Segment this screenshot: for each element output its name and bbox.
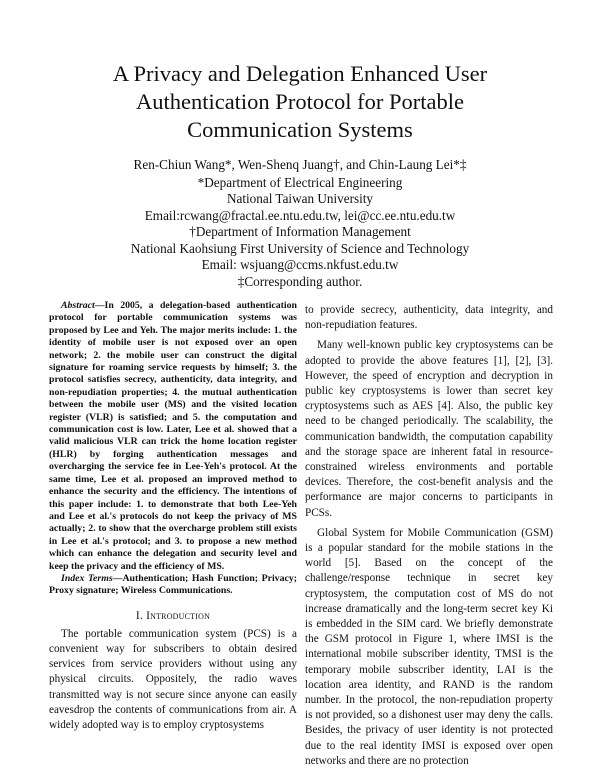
abstract: [49, 300, 297, 573]
index-terms-text: —Authentication; Hash Function; Privacy; Proxy signature; Wireless Communications.: [49, 572, 297, 597]
section-title: Introduction: [146, 609, 211, 622]
title-line: A Privacy and Delegation Enhanced User: [112, 61, 488, 86]
paper-title: [60, 60, 540, 144]
body-paragraph: Many well-known public key cryptosystems can be adopted to provide the above features [1], [2], [3]. However, the speed of encryption and decryption in public key cryptosystems is lower than secret key cryptosystems such as AES [4]. Also, the public key need to be changed periodically. The scalability, the communication bandwidth, the computation capability and the storage space are inherent fatal in resource-constrained wireless environments and portable devices. Therefore, the cost-benefit analysis and the performance are major concerns to participants in PCSs.: [305, 339, 553, 519]
abstract-label: Abstract: [61, 300, 95, 311]
body-paragraph: to provide secrecy, authenticity, data integrity, and non-repudiation features.: [305, 304, 553, 332]
abstract-text: —In 2005, a delegation-based authentication protocol for portable communication systems was proposed by Lee and Yeh. The major merits include: 1. the identity of mobile user is not exposed over an open network; 2. the mobile user can construct the digital signature for roaming service requests by himself; 3. the protocol satisfies secrecy, authenticity, data integrity, and non-repudiation properties; 4. the mutual authentication between the mobile user (MS) and the visited location register (VLR) is satisfied; and 5. the computation and communication cost is low. Later, Lee et al. showed that a valid malicious VLR can trick the home location register (HLR) by forging authentication messages and overcharging the service fee in Lee-Yeh's protocol. At the same time, Lee et al. proposed an improved method to enhance the security and the efficiency. The intentions of this paper include: 1. to demonstrate that both Lee-Yeh and Lee et al.'s protocols do not keep the privacy of MS actually; 2. to show that the overcharge problem still exists in Lee et al.'s protocol; and 3. to propose a new method which can enhance the delegation and security level and keep the privacy and the efficiency of MS.: [49, 300, 297, 572]
section-heading: [49, 610, 297, 622]
author-names: Ren-Chiun Wang*, Wen-Shenq Juang†, and Chin-Laung Lei*‡: [133, 157, 467, 172]
author-block: [60, 157, 540, 290]
index-terms-label: Index Terms: [61, 572, 113, 584]
body-paragraph: Global System for Mobile Communication (GSM) is a popular standard for the mobile stations in the world [5]. Based on the concept of the challenge/response technique in secret key cryptosystem, the computation cost of MS do not increase dramatically and the long-term secret key Ki is embedded in the SIM card. We briefly demonstrate the GSM protocol in Figure 1, where IMSI is the international mobile subscriber identity, TMSI is the temporary mobile subscriber identity, LAI is the location area identity, and RAND is the random number. In the protocol, the non-repudiation property is not provided, so a dishonest user may deny the calls. Besides, the privacy of user identity is not protected due to the real identity IMSI is exposed over open networks and there are no protection: [305, 526, 553, 767]
corresponding-note: ‡Corresponding author.: [237, 273, 363, 289]
index-terms: [49, 573, 297, 598]
left-column: [49, 300, 297, 733]
right-column: [305, 303, 553, 769]
affiliation-line: National Kaohsiung First University of Science and Technology: [130, 240, 470, 256]
section-number: I.: [135, 609, 147, 622]
title-line: Communication Systems: [187, 117, 413, 142]
affiliation-line: National Taiwan University: [226, 191, 374, 206]
email-line: Email: wsjuang@ccms.nkfust.edu.tw: [201, 257, 399, 272]
affiliation-line: †Department of Information Management: [189, 224, 411, 239]
affiliation-line: *Department of Electrical Engineering: [197, 174, 403, 190]
intro-paragraph: The portable communication system (PCS) is a convenient way for subscribers to obtain desired services from service providers without using any physical circuits. Oppositely, the radio waves transmitted way is not secure since anyone can easily eavesdrop the contents of communications from air. A widely adopted way is to employ cryptosystems: [49, 627, 297, 731]
email-line: Email:rcwang@fractal.ee.ntu.edu.tw, lei@cc.ee.ntu.edu.tw: [144, 207, 456, 223]
title-line: Authentication Protocol for Portable: [135, 89, 465, 114]
